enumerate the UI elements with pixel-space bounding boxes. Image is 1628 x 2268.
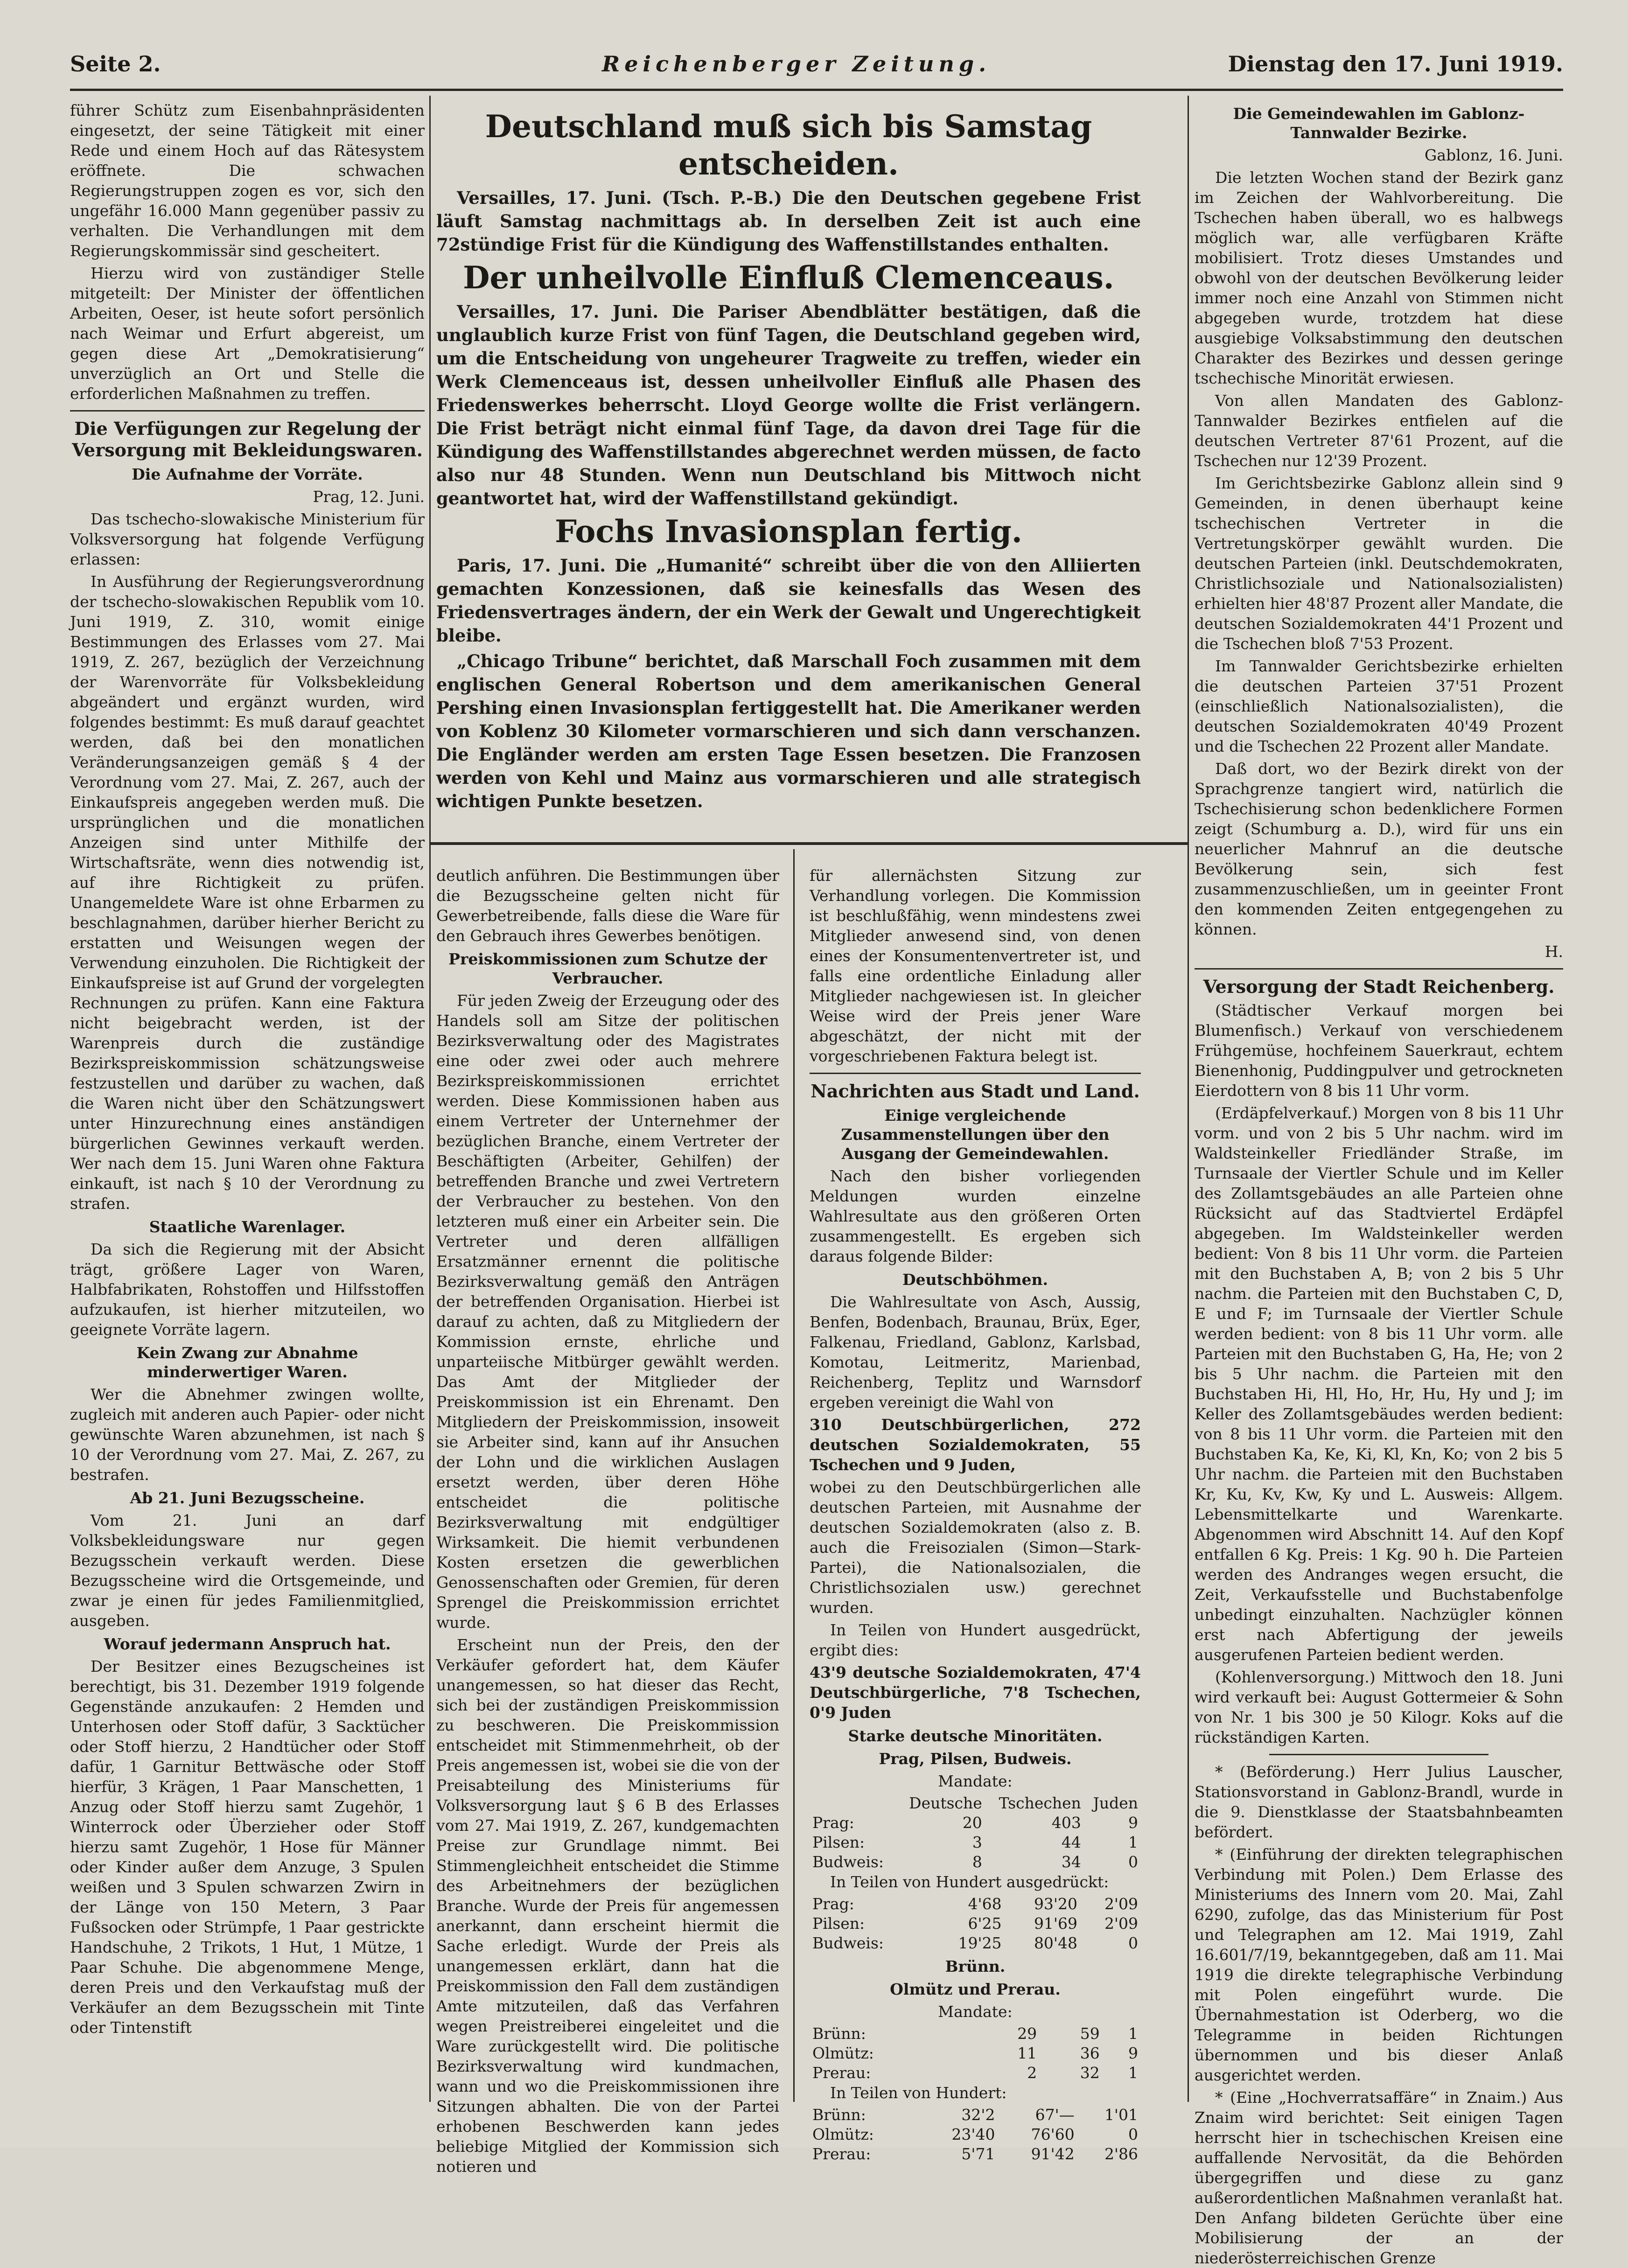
top-section-rule	[429, 842, 1188, 845]
table-cell: 403	[1051, 1814, 1081, 1832]
subheading: Einige vergleichende Zusammenstellungen über den Ausgang der Gemeindewahlen.	[841, 1106, 1110, 1163]
table-cell: Olmütz:	[812, 2044, 874, 2062]
author-signature: H.	[1544, 942, 1563, 961]
dateline: Prag, 12. Juni.	[313, 488, 425, 506]
subheading: Prag, Pilsen, Budweis.	[879, 1750, 1072, 1768]
divider	[1269, 1754, 1488, 1755]
divider	[70, 410, 425, 412]
article-text: Versailles, 17. Juni. (Tsch. P.-B.) Die den Deutschen gegebene Frist läuft Samstag nachmittags ab. In derselben Zeit ist auch eine 72stündige Frist für die Kündigung des Waffenstillstandes enthalten.	[436, 188, 1141, 255]
table-cell: Prerau:	[812, 2145, 871, 2163]
table-caption: In Teilen von Hundert:	[830, 2084, 1007, 2102]
column-rule-1	[429, 96, 431, 2102]
article-text: „Chicago Tribune“ berichtet, daß Marschall Foch zusammen mit dem englischen General Robertson und dem amerikanischen General Pershing einen Invasionsplan fertiggestellt hat. Die Amerikaner werden von Koblenz 30 Kilometer vormarschieren und sich dann verschanzen. Die Engländer werden am ersten Tage Essen besetzen. Die Franzosen werden von Kehl und Mainz aus vormarschieren und alle strategisch wichtigen Punkte besetzen.	[436, 651, 1141, 811]
issue-date: Dienstag den 17. Juni 1919.	[1228, 51, 1563, 77]
column-rule-2	[793, 849, 795, 2102]
section-headline: Versorgung der Stadt Reichenberg.	[1203, 976, 1555, 997]
table-cell: 19'25	[958, 1934, 1002, 1952]
column-1	[70, 100, 425, 2097]
subheading: Deutschböhmen.	[902, 1270, 1048, 1289]
headline: Der unheilvolle Einfluß Clemenceaus.	[463, 259, 1114, 296]
table-cell: 1	[1128, 2064, 1138, 2082]
article-text: wobei zu den Deutschbürgerlichen alle deutschen Parteien, mit Ausnahme der deutschen Sozialdemokraten (also z. B. auch die Freisozialen (Simon—Stark-Partei), die Nationalsozialen, die Christlichsozialen usw.) gerechnet wurden.	[810, 1478, 1141, 1617]
table-cell: 44	[1061, 1833, 1081, 1851]
article-text: (Erdäpfelverkauf.) Morgen von 8 bis 11 Uhr vorm. und von 2 bis 5 Uhr nachm. wird im Waldsteinkeller Friedländer Straße, im Turnsaale der Viertler Schule und im Keller des Zollamtsgebäudes an alle Parteien ohne Rücksicht auf das Stadtviertel Erdäpfel abgegeben. Im Waldsteinkeller werden bedient: Von 8 bis 11 Uhr vorm. die Parteien mit den Buchstaben A, B; von 2 bis 5 Uhr nachm. die Parteien mit den Buchstaben C, D, E und F; im Turnsaale der Viertler Schule werden bedient: von 8 bis 11 Uhr vorm. alle Parteien mit den Buchstaben G, Ha, He; von 2 bis 5 Uhr nachm. die Parteien mit den Buchstaben Hi, Hl, Ho, Hr, Hu, Hy und J; im Keller des Zollamtsgebäudes werden bedient: von 8 bis 11 Uhr vorm. die Parteien mit den Buchstaben Ka, Ke, Ki, Kl, Kn, Ko; von 2 bis 5 Uhr nachm. die Parteien mit den Buchstaben Kr, Ku, Kv, Kw, Ky und L. Ausweis: Allgem. Lebensmittelkarte und Warenkarte. Abgenommen wird Abschnitt 14. Auf den Kopf entfallen 6 Kg. Preis: 1 Kg. 90 h. Die Parteien werden des Andranges wegen ersucht, die Zeit, Verkaufsstelle und Buchstabenfolge unbedingt einzuhalten. Nachzügler können erst nach Abfertigung der jeweils ausgerufenen Parteien bedient werden.	[1195, 1104, 1563, 1664]
table-caption: Mandate:	[938, 1772, 1013, 1790]
article-text: Paris, 17. Juni. Die „Humanité“ schreibt über die von den Alliierten gemachten Konzessionen, daß sie keinesfalls das Wesen des Friedensvertrages ändern, der ein Werk der Gewalt und Ungerechtigkeit bleibe.	[436, 555, 1141, 646]
headline: Die Verfügungen zur Regelung der Versorgung mit Bekleidungswaren.	[72, 418, 423, 461]
table-cell: 2'09	[1104, 1914, 1138, 1933]
table-cell: 9	[1128, 2044, 1138, 2062]
dateline: Gablonz, 16. Juni.	[1425, 146, 1563, 164]
article-text: * (Einführung der direkten telegraphischen Verbindung mit Polen.) Dem Erlasse des Ministeriums des Innern vom 20. Mai, Zahl 6290, zufolge, das das Ministerium für Post und Telegraphen am 12. Mai 1919, Zahl 16.601/7/19, bekanntgegeben, daß am 11. Mai 1919 die direkte telegraphische Verbindung mit Polen eingeführt wurde. Die Übernahmestation ist Oderberg, wo die Telegramme in beiden Richtungen übernommen und bis dieser Anlaß ausgerichtet werden.	[1195, 1845, 1563, 2084]
headline: Fochs Invasionsplan fertig.	[555, 513, 1022, 550]
subheading: Starke deutsche Minoritäten.	[848, 1727, 1103, 1745]
table-cell: 1	[1128, 1833, 1138, 1851]
table-cell: 2	[1027, 2064, 1037, 2082]
article-text: In Teilen von Hundert ausgedrückt, ergibt dies:	[810, 1621, 1141, 1659]
table-cell: 11	[1017, 2044, 1037, 2062]
table-cell: Prag:	[812, 1895, 854, 1913]
top-news-section	[436, 105, 1141, 833]
article-text: für allernächsten Sitzung zur Verhandlung vorlegen. Die Kommission ist beschlußfähig, wenn mindestens zwei Mitglieder anwesend sind, von denen eines der Konsumentenvertreter ist, und falls eine ordentliche Einladung aller Mitglieder nachgewiesen ist. In gleicher Weise wird der Preis jener Ware abgeschätzt, der nicht mit der vorgeschriebenen Faktura belegt ist.	[810, 866, 1141, 1065]
article-text: Der Besitzer eines Bezugscheines ist berechtigt, bis 31. Dezember 1919 folgende Gegenstände anzukaufen: 2 Hemden und Unterhosen oder Stoff dafür, 3 Sacktücher oder Stoff hierzu, 2 Handtücher oder Stoff dafür, 1 Garnitur Bettwäsche oder Stoff hierfür, 3 Krägen, 1 Paar Manschetten, 1 Anzug oder Stoff hierzu samt Zugehör, 1 Winterrock oder Überzieher oder Stoff hierzu samt Zugehör, 1 Hose für Männer oder Kinder außer dem Anzuge, 3 Spulen weißen und 3 Spulen schwarzen Zwirn in der Länge von 150 Metern, 3 Paar Fußsocken oder Strümpfe, 1 Paar gestrickte Handschuhe, 2 Trikots, 1 Hut, 1 Mütze, 1 Paar Schuhe. Die abgenommene Menge, deren Preis und den Verkaufstag muß der Verkäufer an dem Bezugsschein mit Tinte oder Tintenstift	[70, 1657, 425, 2037]
column-rule-3	[1188, 96, 1189, 2102]
table-cell: 32	[1080, 2064, 1100, 2082]
table-header	[810, 1793, 896, 1813]
table-header: Juden	[1093, 1794, 1138, 1812]
divider	[810, 1073, 1141, 1074]
subheading: Brünn.	[945, 1957, 1006, 1975]
table-cell: Olmütz:	[812, 2125, 874, 2143]
page-header	[70, 51, 1563, 84]
divider	[1195, 968, 1563, 970]
column-4	[1195, 100, 1563, 2267]
table-cell: 8	[972, 1853, 982, 1871]
subheading: Kein Zwang zur Abnahme minderwertiger Waren.	[136, 1344, 358, 1381]
article-text: 43'9 deutsche Sozialdemokraten, 47'4 Deutschbürgerliche, 7'8 Tschechen, 0'9 Juden	[810, 1663, 1141, 1722]
article-text: Vom 21. Juni an darf Volksbekleidungsware nur gegen Bezugsschein verkauft werden. Diese Bezugsscheine wird die Ortsgemeinde, und zwar je einen für jedes Familienmitglied, ausgeben.	[70, 1511, 425, 1630]
subheading: Olmütz und Prerau.	[890, 1980, 1061, 1998]
table-cell: 76'60	[1031, 2125, 1075, 2143]
column-3	[810, 865, 1141, 2163]
article-text: * (Beförderung.) Herr Julius Lauscher, Stationsvorstand in Gablonz-Brandl, wurde in die 9. Dienstklasse der Staatsbahnbeamten befördert.	[1195, 1763, 1563, 1841]
subheading: Preiskommissionen zum Schutze der Verbraucher.	[448, 950, 767, 987]
table-cell: Prag:	[812, 1814, 854, 1832]
table-cell: Brünn:	[812, 2106, 866, 2124]
article-text: führer Schütz zum Eisenbahnpräsidenten eingesetzt, der seine Tätigkeit mit einer Rede und einem Hoch auf das Rätesystem eröffnete. Die schwachen Regierungstruppen zogen es vor, sich den ungefähr 16.000 Mann gegenüber passiv zu verhalten. Die Verhandlungen mit dem Regierungskommissär sind gescheitert.	[70, 101, 425, 260]
article-text: Daß dort, wo der Bezirk direkt von der Sprachgrenze tangiert wird, natürlich die Tschechisierung schon bedenklichere Formen zeigt (Schumburg a. D.), wird für uns ein neuerlicher Mahnruf an die deutsche Bevölkerung sein, sich fest zusammenzuschließen, um in geeinter Front den kommenden Zeiten entgegengehen zu können.	[1195, 760, 1563, 938]
table-cell: Brünn:	[812, 2024, 866, 2043]
table-cell: 9	[1128, 1814, 1138, 1832]
article-text: Für jeden Zweig der Erzeugung oder des Handels soll am Sitze der politischen Bezirksverwaltung oder des Magistrates eine oder zwei oder auch mehrere Bezirkspreiskommissionen errichtet werden. Diese Kommissionen haben aus einem Vertreter der Unternehmer der bezüglichen Branche, einem Vertreter der Beschäftigten (Arbeiter, Gehilfen) der betreffenden Branche und zwei Vertretern der Verbraucher zu bestehen. Von den letzteren muß einer ein Arbeiter sein. Die Vertreter und deren allfälligen Ersatzmänner ernennt die politische Bezirksverwaltung gemäß den Anträgen der betreffenden Organisation. Hierbei ist darauf zu achten, daß zu Mitgliedern der Kommission ernste, ehrliche und unparteiische Mitbürger gewählt werden. Das Amt der Mitglieder der Preiskommission ist ein Ehrenamt. Den Mitgliedern der Preiskommission, insoweit sie Arbeiter sind, kann auf ihr Ansuchen der Lohn und die wirklichen Auslagen ersetzt werden, über deren Höhe entscheidet die politische Bezirksverwaltung mit endgültiger Wirksamkeit. Die hiemit verbundenen Kosten ersetzen die gewerblichen Genossenschaften oder Gremien, für deren Sprengel die Preiskommission errichtet wurde.	[436, 991, 779, 1632]
section-headline: Nachrichten aus Stadt und Land.	[811, 1081, 1140, 1102]
table-cell: 1'01	[1104, 2106, 1138, 2124]
results-table-1	[810, 1793, 1141, 1872]
results-table-2	[810, 1894, 1141, 1953]
table-cell: 0	[1128, 1934, 1138, 1952]
article-text: Wer die Abnehmer zwingen wollte, zugleich mit anderen auch Papier- oder nicht gewünschte Waren abzunehmen, ist nach § 10 der Verordnung vom 27. Mai, Z. 267, zu bestrafen.	[70, 1385, 425, 1484]
table-cell: 2'86	[1104, 2145, 1138, 2163]
article-text: Im Gerichtsbezirke Gablonz allein sind 9 Gemeinden, in denen überhaupt keine tschechischen Vertreter in die Vertretungskörper gewählt wurden. Die deutschen Parteien (inkl. Deutschdemokraten, Christlichsoziale und Nationalsozialisten) erhielten hier 48'87 Prozent aller Mandate, die deutschen Sozialdemokraten 44'1 Prozent und die Tschechen bloß 7'53 Prozent.	[1195, 474, 1563, 653]
table-cell: 5'71	[961, 2145, 995, 2163]
table-cell: Budweis:	[812, 1934, 884, 1952]
subheading: Ab 21. Juni Bezugsscheine.	[130, 1489, 365, 1507]
table-cell: 0	[1128, 1853, 1138, 1871]
results-table-3	[810, 2024, 1141, 2083]
table-cell: 32'2	[961, 2106, 995, 2124]
table-cell: 91'69	[1034, 1914, 1077, 1933]
article-text: Nach den bisher vorliegenden Meldungen wurden einzelne Wahlresultate aus den größeren Orten zusammengestellt. Es ergeben sich daraus folgende Bilder:	[810, 1167, 1141, 1265]
table-cell: 0	[1128, 2125, 1138, 2143]
article-text: Erscheint nun der Preis, den der Verkäufer gefordert hat, dem Käufer unangemessen, so hat dieser das Recht, sich bei der zuständigen Preiskommission zu beschweren. Die Preiskommission entscheidet mit Stimmenmehrheit, ob der Preis angemessen ist, wobei sie die von der Preisabteilung des Ministeriums für Volksversorgung laut § 6 B des Erlasses vom 27. Mai 1919, Z. 267, kundgemachten Preise zur Grundlage nimmt. Bei Stimmengleichheit entscheidet die Stimme des Arbeitnehmers der bezüglichen Branche. Wurde der Preis für angemessen anerkannt, dann erscheint hiermit die Sache erledigt. Wurde der Preis als unangemessen erklärt, dann hat die Preiskommission den Fall dem zuständigen Amte mitzuteilen, daß das Verfahren wegen Preistreiberei eingeleitet und die Ware zurückgestellt wird. Die politische Bezirksverwaltung wird kundmachen, wann und wo die Preiskommissionen ihre Sitzungen abhalten. Die von der Partei erhobenen Beschwerden kann jedes beliebige Mitglied der Kommission sich notieren und	[436, 1636, 779, 2176]
article-text: Hierzu wird von zuständiger Stelle mitgeteilt: Der Minister der öffentlichen Arbeiten, Oeser, ist heute sofort persönlich nach Weimar und Erfurt abgereist, um gegen diese Art „Demokratisierung“ unverzüglich an Ort und Stelle die erforderlichen Maßnahmen zu treffen.	[70, 264, 425, 403]
table-cell: 80'48	[1034, 1934, 1077, 1952]
article-text: Da sich die Regierung mit der Absicht trägt, größere Lager von Waren, Halbfabrikaten, Rohstoffen und Hilfsstoffen aufzukaufen, ist hierher mitzuteilen, wo geeignete Vorräte lagern.	[70, 1240, 425, 1339]
table-header: Deutsche	[909, 1794, 982, 1812]
article-text: deutlich anführen. Die Bestimmungen über die Bezugsscheine gelten nicht für Gewerbetreibende, falls diese die Ware für den Gebrauch ihres Gewerbes benötigen.	[436, 866, 779, 945]
article-text: Das tschecho-slowakische Ministerium für Volksversorgung hat folgende Verfügung erlassen:	[70, 510, 425, 568]
table-cell: 34	[1061, 1853, 1081, 1871]
headline: Die Gemeindewahlen im Gablonz-Tannwalder Bezirke.	[1233, 105, 1525, 142]
table-cell: 3	[972, 1833, 982, 1851]
table-caption: Mandate:	[938, 2003, 1013, 2021]
table-cell: 1	[1128, 2024, 1138, 2043]
article-text: * (Eine „Hochverratsaffäre“ in Znaim.) Aus Znaim wird berichtet: Seit einigen Tagen herrscht hier in tschechischen Kreisen eine auffallende Nervosität, da die Behörden übergegriffen und diese zu ganz außerordentlichen Maßnahmen veranlaßt hat. Den Anfang bildeten Gerüchte über eine Mobilisierung der an der niederösterreichischen Grenze	[1195, 2088, 1563, 2267]
results-table-4	[810, 2105, 1141, 2164]
table-cell: 93'20	[1034, 1895, 1077, 1913]
header-rule	[70, 89, 1563, 91]
table-cell: 20	[962, 1814, 982, 1832]
table-cell: 91'42	[1031, 2145, 1075, 2163]
subheading: Worauf jedermann Anspruch hat.	[104, 1635, 391, 1653]
article-text: Versailles, 17. Juni. Die Pariser Abendblätter bestätigen, daß die unglaublich kurze Frist von fünf Tagen, die Deutschland gegeben wird, um die Entscheidung von ungeheurer Tragweite zu treffen, wieder ein Werk Clemenceaus ist, dessen unheilvoller Einfluß alle Phasen des Friedenswerkes beherrscht. Lloyd George wollte die Frist verlängern. Die Frist beträgt nicht einmal fünf Tage, da davon drei Tage für die Kündigung des Waffenstillstandes abgerechnet werden müssen, de facto also nur 48 Stunden. Wenn nun Deutschland bis Mittwoch nicht geantwortet hat, wird der Waffenstillstand gekündigt.	[436, 301, 1141, 509]
article-text: (Städtischer Verkauf morgen bei Blumenfisch.) Verkauf von verschiedenem Frühgemüse, hochfeinem Sauerkraut, echtem Bienenhonig, Puddingpulver und getrockneten Eierdottern von 8 bis 11 Uhr vorm.	[1195, 1001, 1563, 1100]
table-cell: 67'—	[1035, 2106, 1075, 2124]
article-text: (Kohlenversorgung.) Mittwoch den 18. Juni wird verkauft bei: August Gottermeier & Sohn von Nr. 1 bis 300 je 50 Kilogr. Koks auf die rückständigen Karten.	[1195, 1668, 1563, 1746]
subheading: Staatliche Warenlager.	[149, 1218, 346, 1236]
table-cell: Pilsen:	[812, 1914, 865, 1933]
table-cell: 36	[1080, 2044, 1100, 2062]
article-text: Von allen Mandaten des Gablonz-Tannwalder Bezirkes entfielen auf die deutschen Vertreter 87'61 Prozent, auf die Tschechen nur 12'39 Prozent.	[1195, 391, 1563, 470]
table-cell: 6'25	[968, 1914, 1002, 1933]
headline: Deutschland muß sich bis Samstag entscheiden.	[485, 108, 1092, 182]
subheading: Die Aufnahme der Vorräte.	[132, 465, 363, 483]
article-text: Die letzten Wochen stand der Bezirk ganz im Zeichen der Wahlvorbereitung. Die Tschechen haben überall, wo es halbwegs möglich war, alle verfügbaren Kräfte mobilisiert. Trotz dieses Umstandes und obwohl von der deutschen Bevölkerung leider immer noch eine Anzahl von Stimmen nicht abgegeben wurde, trotzdem hat diese ausgiebige Volksabstimmung den deutschen Charakter des Bezirkes und dessen geringe tschechische Minorität erwiesen.	[1195, 168, 1563, 387]
table-cell: 2'09	[1104, 1895, 1138, 1913]
masthead: Reichenberger Zeitung.	[602, 51, 991, 77]
table-cell: 59	[1080, 2024, 1100, 2043]
article-text: 310 Deutschbürgerlichen, 272 deutschen Sozialdemokraten, 55 Tschechen und 9 Juden,	[810, 1416, 1141, 1474]
article-text: Im Tannwalder Gerichtsbezirke erhielten die deutschen Parteien 37'51 Prozent (einschließlich Nationalsozialisten), die deutschen Sozialdemokraten 40'49 Prozent und die Tschechen 22 Prozent aller Mandate.	[1195, 657, 1563, 755]
table-cell: 29	[1017, 2024, 1037, 2043]
table-cell: Pilsen:	[812, 1833, 865, 1851]
table-caption: In Teilen von Hundert ausgedrückt:	[830, 1873, 1109, 1891]
article-text: Die Wahlresultate von Asch, Aussig, Benfen, Bodenbach, Braunau, Brüx, Eger, Falkenau, Friedland, Gablonz, Karlsbad, Komotau, Leitmeritz, Marienbad, Reichenberg, Teplitz und Warnsdorf ergeben vereinigt die Wahl von	[810, 1293, 1141, 1411]
table-cell: 23'40	[951, 2125, 995, 2143]
table-header: Tschechen	[999, 1794, 1081, 1812]
table-cell: Budweis:	[812, 1853, 884, 1871]
column-2	[436, 865, 779, 2176]
article-text: In Ausführung der Regierungsverordnung der tschecho-slowakischen Republik vom 10. Juni 1919, Z. 310, womit einige Bestimmungen des Erlasses vom 27. Mai 1919, Z. 267, bezüglich der Verzeichnung der Warenvorräte für Volksbekleidung abgeändert und ergänzt wurden, wird folgendes bestimmt: Es muß darauf geachtet werden, daß bei den monatlichen Veränderungsanzeigen gemäß § 4 der Verordnung vom 27. Mai, Z. 267, auch der Einkaufspreis angegeben werden muß. Die ursprünglichen und die monatlichen Anzeigen sind unter Mithilfe der Wirtschaftsräte, wenn dies notwendig ist, auf ihre Richtigkeit zu prüfen. Unangemeldete Ware ist ohne Erbarmen zu beschlagnahmen, darüber hierher Bericht zu erstatten und Weisungen wegen der Verwendung einzuholen. Die Richtigkeit der Einkaufspreise ist auf Grund der vorgelegten Rechnungen zu prüfen. Kann eine Faktura nicht beigebracht werden, ist der Warenpreis durch die zuständige Bezirkspreiskommission schätzungsweise festzustellen und darüber zu wachen, daß die Waren nicht über den Schätzungswert unter Hinzurechnung eines anständigen bürgerlichen Gewinnes verkauft werden. Wer nach dem 15. Juni Waren ohne Faktura einkauft, ist nach § 10 der Verordnung zu strafen.	[70, 572, 425, 1213]
page-number: Seite 2.	[70, 51, 161, 77]
table-cell: Prerau:	[812, 2064, 871, 2082]
table-cell: 4'68	[968, 1895, 1002, 1913]
